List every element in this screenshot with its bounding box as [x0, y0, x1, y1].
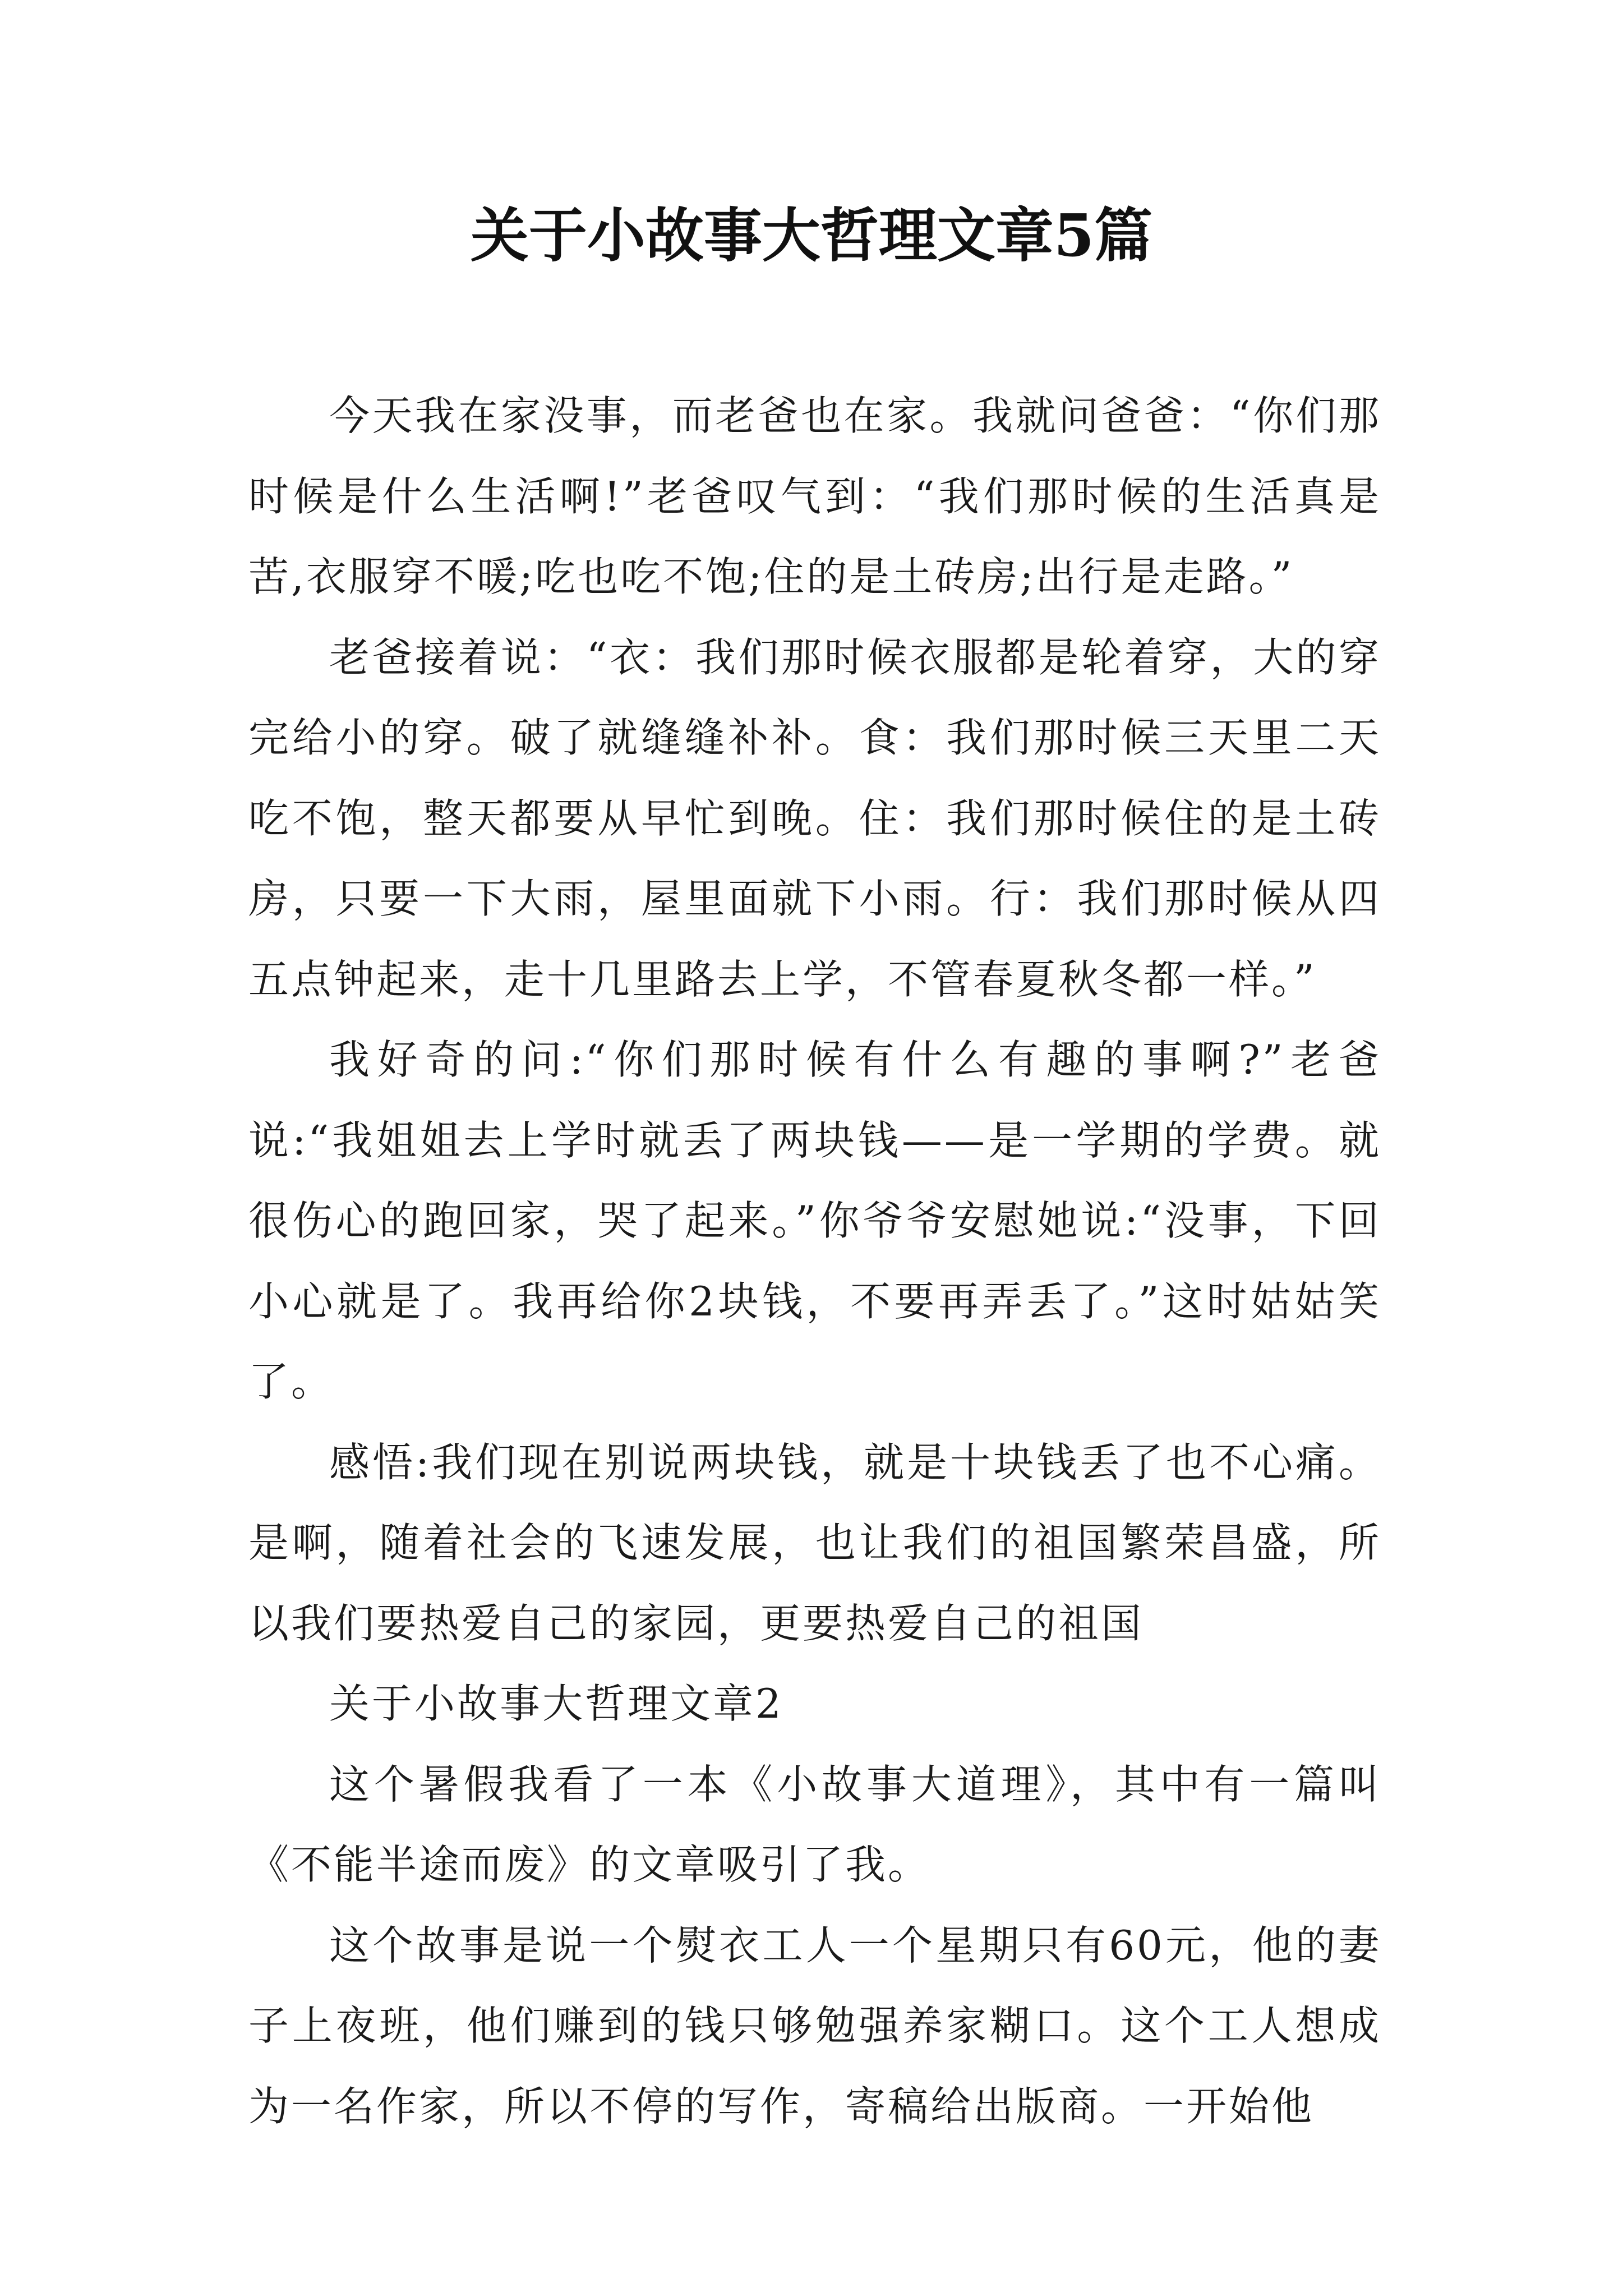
paragraph-6: 这个故事是说一个熨衣工人一个星期只有60元，他的妻子上夜班，他们赚到的钱只够勉强养家糊口。这个工人想成为一名作家，所以不停的写作，寄稿给出版商。一开始他 [248, 1921, 1381, 2130]
document-title: 关于小故事大哲理文章5篇 [470, 201, 1153, 270]
paragraph-5: 这个暑假我看了一本《小故事大道理》，其中有一篇叫《不能半途而废》的文章吸引了我。 [248, 1760, 1381, 1888]
paragraph-3: 我好奇的问:“你们那时候有什么有趣的事啊?”老爸说:“我姐姐去上学时就丢了两块钱——是一学期的学费。就很伤心的跑回家，哭了起来。”你爷爷安慰她说:“没事，下回小心就是了。我再给你2块钱，不要再弄丢了。”这时姑姑笑了。 [248, 1036, 1381, 1405]
paragraph-4: 感悟:我们现在别说两块钱，就是十块钱丢了也不心痛。是啊，随着社会的飞速发展，也让我们的祖国繁荣昌盛，所以我们要热爱自己的家园，更要热爱自己的祖国 [248, 1438, 1381, 1647]
document-body [248, 376, 1381, 2147]
section-heading-2: 关于小故事大哲理文章2 [329, 1680, 783, 1727]
paragraph-2: 老爸接着说：“衣：我们那时候衣服都是轮着穿，大的穿完给小的穿。破了就缝缝补补。食：我们那时候三天里二天吃不饱，整天都要从早忙到晚。住：我们那时候住的是土砖房，只要一下大雨，屋里面就下小雨。行：我们那时候从四五点钟起来，走十几里路去上学，不管春夏秋冬都一样。” [248, 633, 1381, 1003]
paragraph-1: 今天我在家没事，而老爸也在家。我就问爸爸：“你们那时候是什么生活啊!”老爸叹气到：“我们那时候的生活真是苦,衣服穿不暖;吃也吃不饱;住的是土砖房;出行是走路。” [248, 392, 1381, 600]
